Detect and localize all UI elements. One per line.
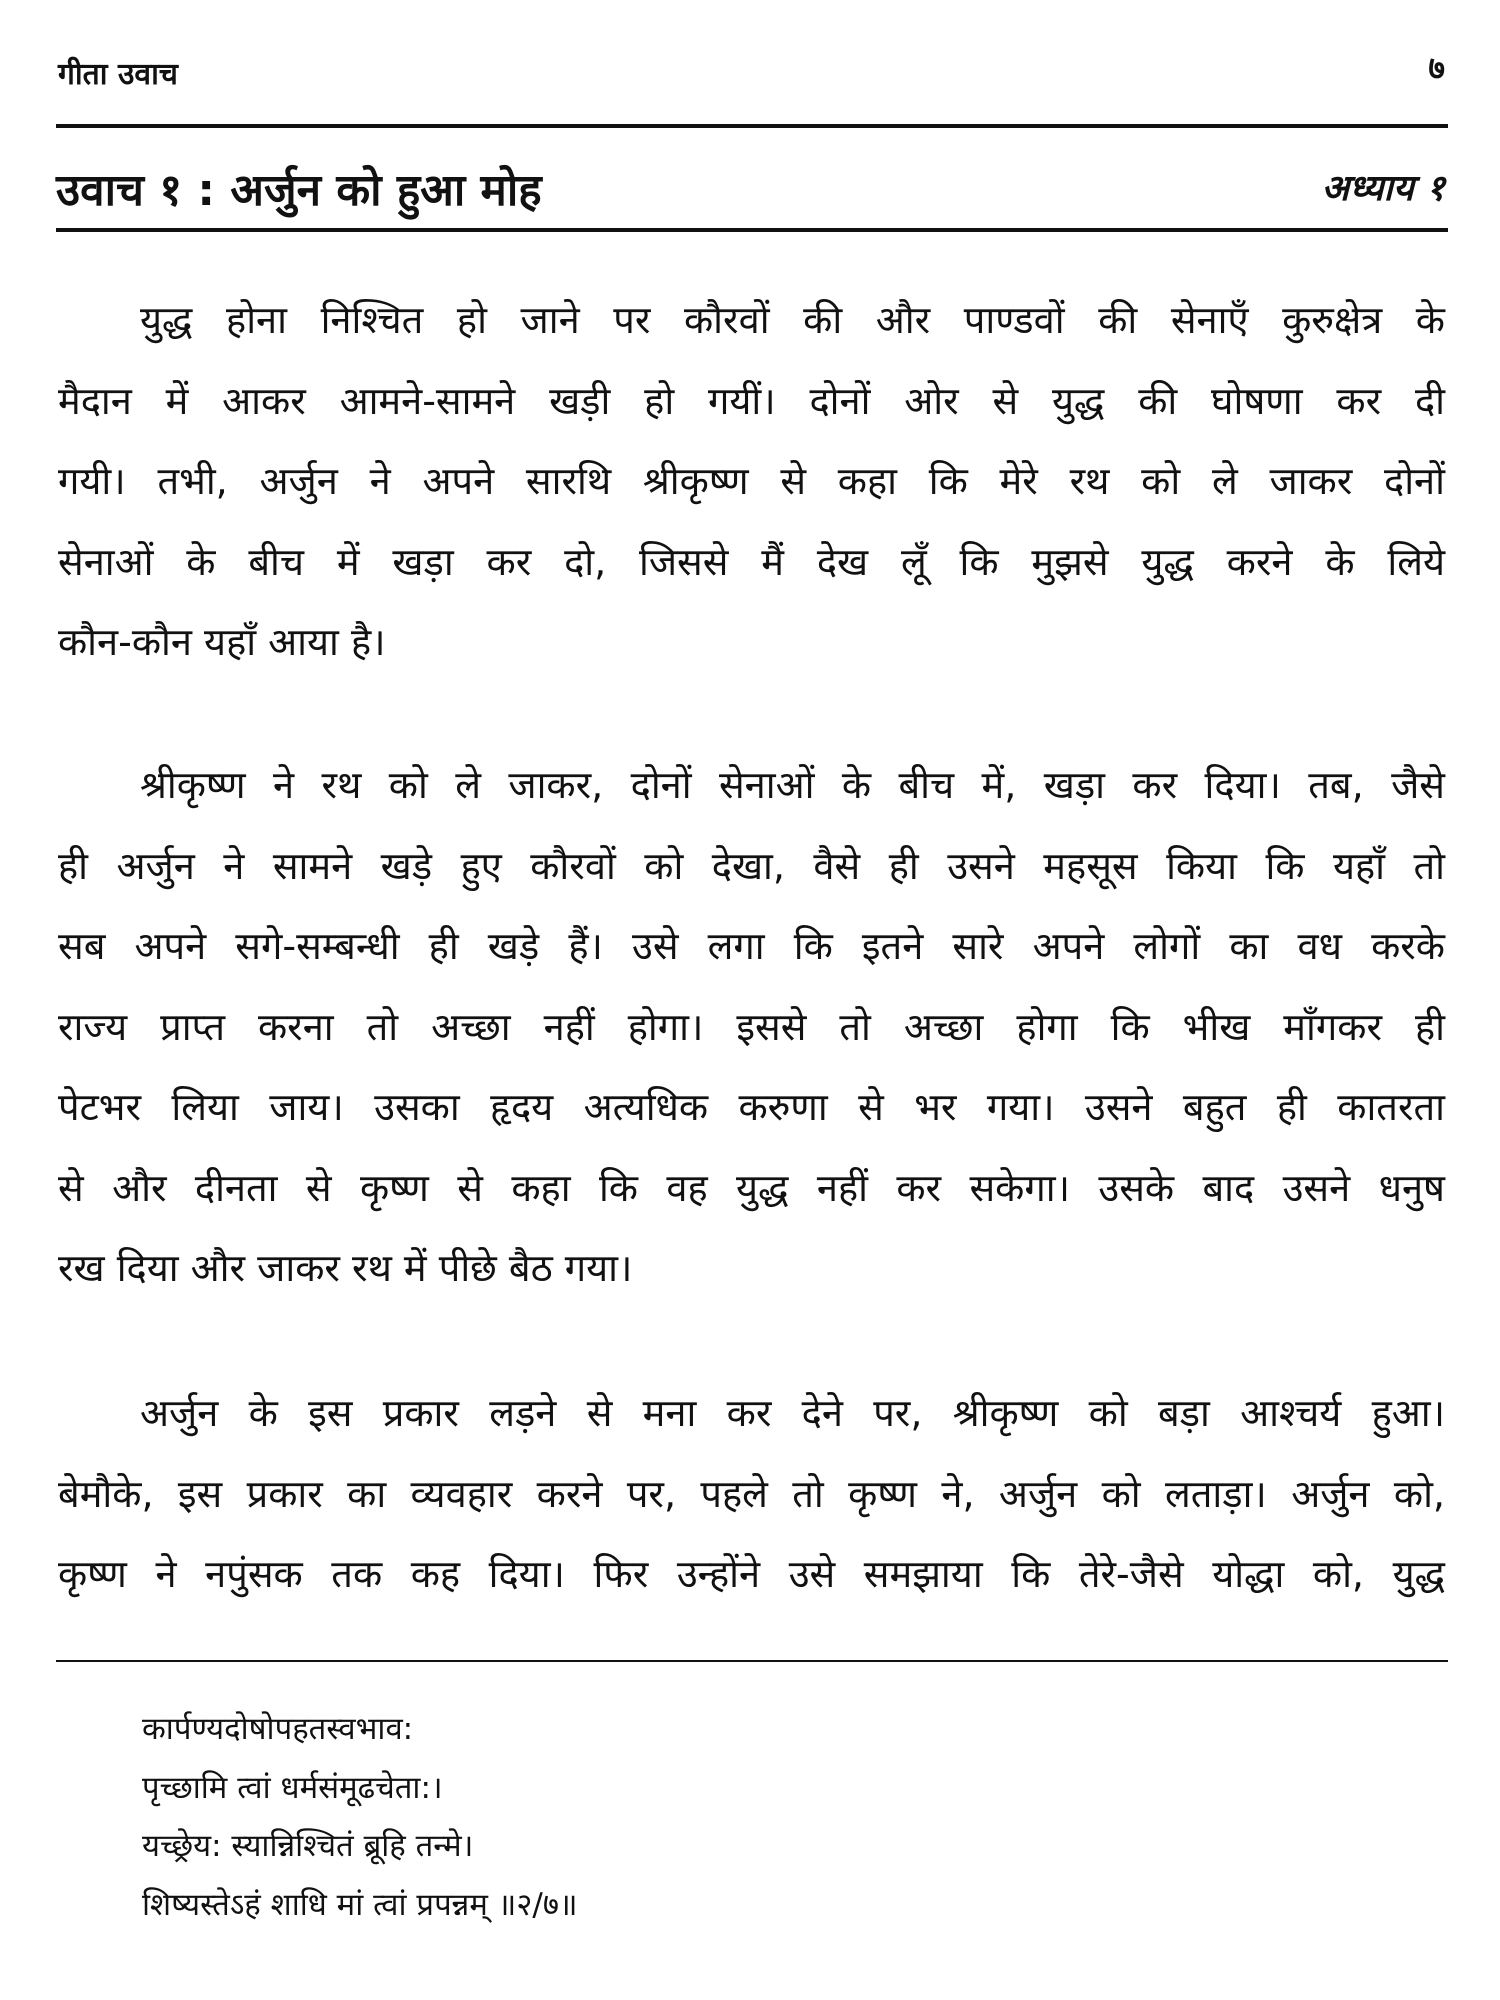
- footnote-rule: [56, 1660, 1448, 1662]
- text-line: रख दिया और जाकर रथ में पीछे बैठ गया।: [58, 1246, 633, 1290]
- text-line: मैदान में आकर आमने-सामने खड़ी हो गयीं। दोनों ओर से युद्ध की घोषणा कर दी: [58, 378, 1445, 423]
- sanskrit-verse: [142, 1700, 578, 1934]
- text-line: ही अर्जुन ने सामने खड़े हुए कौरवों को देखा, वैसे ही उसने महसूस किया कि यहाँ तो: [58, 843, 1445, 888]
- verse-line: शिष्यस्तेऽहं शाधि मां त्वां प्रपन्नम् ॥२/७॥: [142, 1886, 578, 1923]
- paragraph: [58, 745, 1445, 1309]
- chapter-label: अध्याय १: [1321, 168, 1445, 209]
- text-line: सब अपने सगे-सम्बन्धी ही खड़े हैं। उसे लगा कि इतने सारे अपने लोगों का वध करके: [58, 924, 1445, 968]
- text-line: बेमौके, इस प्रकार का व्यवहार करने पर, पहले तो कृष्ण ने, अर्जुन को लताड़ा। अर्जुन को,: [58, 1471, 1445, 1516]
- paragraph: [58, 280, 1445, 683]
- page-number: ७: [1428, 49, 1445, 87]
- chapter-title: उवाच १ : अर्जुन को हुआ मोह: [56, 165, 542, 216]
- text-line: राज्य प्राप्त करना तो अच्छा नहीं होगा। इससे तो अच्छा होगा कि भीख माँगकर ही: [58, 1004, 1445, 1049]
- verse-line: पृच्छामि त्वां धर्मसंमूढचेता:।: [142, 1769, 443, 1806]
- running-title: गीता उवाच: [58, 57, 178, 92]
- text-line: पेटभर लिया जाय। उसका हृदय अत्यधिक करुणा से भर गया। उसने बहुत ही कातरता: [58, 1085, 1445, 1129]
- header-rule: [56, 124, 1448, 128]
- text-line: कौन-कौन यहाँ आया है।: [58, 620, 386, 664]
- paragraph: [58, 1373, 1445, 1615]
- text-line: से और दीनता से कृष्ण से कहा कि वह युद्ध नहीं कर सकेगा। उसके बाद उसने धनुष: [58, 1165, 1445, 1210]
- text-line: सेनाओं के बीच में खड़ा कर दो, जिससे मैं देख लूँ कि मुझसे युद्ध करने के लिये: [58, 539, 1445, 584]
- verse-line: कार्पण्यदोषोपहतस्वभाव:: [142, 1711, 414, 1747]
- text-line: कृष्ण ने नपुंसक तक कह दिया। फिर उन्होंने उसे समझाया कि तेरे-जैसे योद्धा को, युद्ध: [58, 1552, 1445, 1596]
- text-line: युद्ध होना निश्चित हो जाने पर कौरवों की और पाण्डवों की सेनाएँ कुरुक्षेत्र के: [140, 298, 1445, 342]
- text-line: श्रीकृष्ण ने रथ को ले जाकर, दोनों सेनाओं के बीच में, खड़ा कर दिया। तब, जैसे: [140, 763, 1445, 807]
- text-line: गयी। तभी, अर्जुन ने अपने सारथि श्रीकृष्ण से कहा कि मेरे रथ को ले जाकर दोनों: [58, 459, 1445, 503]
- title-rule: [56, 228, 1448, 232]
- text-line: अर्जुन के इस प्रकार लड़ने से मना कर देने पर, श्रीकृष्ण को बड़ा आश्चर्य हुआ।: [140, 1391, 1445, 1435]
- verse-line: यच्छ्रेय: स्यान्निश्चितं ब्रूहि तन्मे।: [142, 1828, 474, 1864]
